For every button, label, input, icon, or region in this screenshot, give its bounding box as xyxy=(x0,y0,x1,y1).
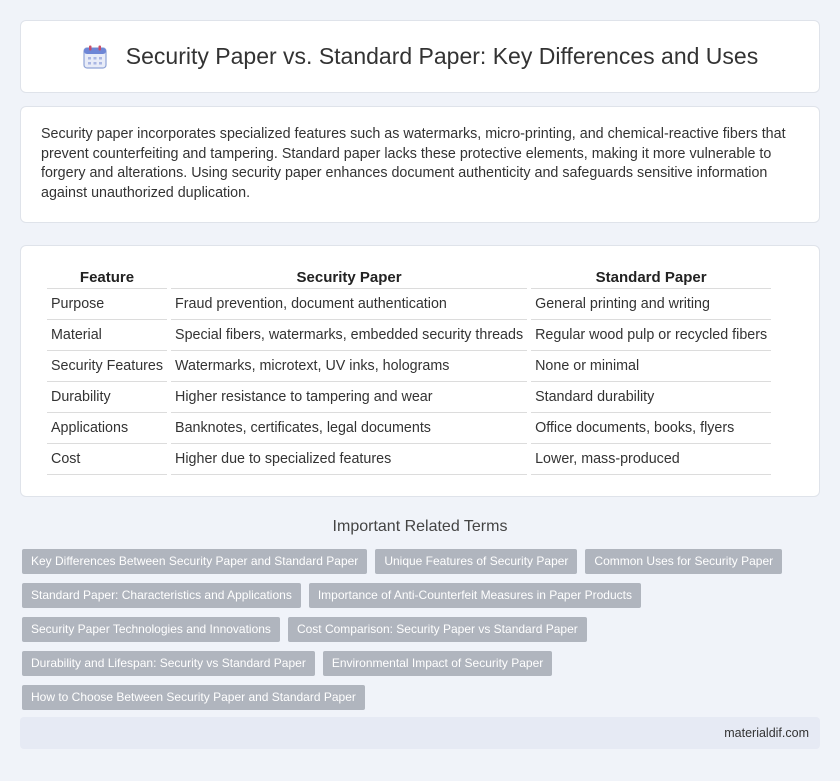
table-cell: Material xyxy=(47,320,167,351)
footer-site-link[interactable]: materialdif.com xyxy=(724,726,809,740)
table-row xyxy=(47,289,771,320)
header-security-paper: Security Paper xyxy=(171,266,527,289)
header-feature: Feature xyxy=(47,266,167,289)
table-row xyxy=(47,351,771,382)
intro-card xyxy=(20,106,820,223)
page-title: Security Paper vs. Standard Paper: Key Differences and Uses xyxy=(125,43,759,69)
related-tag[interactable]: Common Uses for Security Paper xyxy=(585,549,782,574)
table-cell: None or minimal xyxy=(531,351,771,382)
related-tag[interactable]: Security Paper Technologies and Innovations xyxy=(22,617,280,642)
table-cell: Higher due to specialized features xyxy=(171,444,527,475)
table-cell: Applications xyxy=(47,413,167,444)
related-tags xyxy=(22,549,812,710)
table-cell: Purpose xyxy=(47,289,167,320)
related-tag[interactable]: Environmental Impact of Security Paper xyxy=(323,651,552,676)
table-cell: Watermarks, microtext, UV inks, holograms xyxy=(171,351,527,382)
related-tag[interactable]: Cost Comparison: Security Paper vs Standard Paper xyxy=(288,617,587,642)
table-cell: Higher resistance to tampering and wear xyxy=(171,382,527,413)
table-row xyxy=(47,320,771,351)
title-wrap xyxy=(82,43,758,70)
table-cell: Regular wood pulp or recycled fibers xyxy=(531,320,771,351)
related-tag[interactable]: Durability and Lifespan: Security vs Standard Paper xyxy=(22,651,315,676)
related-terms-heading: Important Related Terms xyxy=(332,518,508,535)
table-cell: Office documents, books, flyers xyxy=(531,413,771,444)
table-header-row xyxy=(47,266,771,289)
table-cell: Security Features xyxy=(47,351,167,382)
related-tag[interactable]: Key Differences Between Security Paper and Standard Paper xyxy=(22,549,367,574)
table-cell: General printing and writing xyxy=(531,289,771,320)
footer xyxy=(20,717,820,749)
table-row xyxy=(47,382,771,413)
table-cell: Standard durability xyxy=(531,382,771,413)
table-cell: Special fibers, watermarks, embedded security threads xyxy=(171,320,527,351)
header-standard-paper: Standard Paper xyxy=(531,266,771,289)
table-cell: Cost xyxy=(47,444,167,475)
table-cell: Fraud prevention, document authentication xyxy=(171,289,527,320)
table-row xyxy=(47,444,771,475)
calendar-icon xyxy=(82,44,108,70)
comparison-table xyxy=(43,266,775,475)
table-row xyxy=(47,413,771,444)
comparison-card xyxy=(20,245,820,497)
related-tag[interactable]: Importance of Anti-Counterfeit Measures in Paper Products xyxy=(309,583,641,608)
header-card xyxy=(20,20,820,93)
table-cell: Durability xyxy=(47,382,167,413)
related-tag[interactable]: Standard Paper: Characteristics and Applications xyxy=(22,583,301,608)
table-cell: Lower, mass-produced xyxy=(531,444,771,475)
table-cell: Banknotes, certificates, legal documents xyxy=(171,413,527,444)
intro-text: Security paper incorporates specialized features such as watermarks, micro-printing, and chemical-reactive fibers that prevent counterfeiting and tampering. Standard paper lacks these protective elements, making it more vulnerable to forgery and alterations. Using security paper enhances document authenticity and safeguards sensitive information against unauthorized duplication. xyxy=(41,126,786,201)
related-tag[interactable]: Unique Features of Security Paper xyxy=(375,549,577,574)
related-tag[interactable]: How to Choose Between Security Paper and Standard Paper xyxy=(22,685,365,710)
